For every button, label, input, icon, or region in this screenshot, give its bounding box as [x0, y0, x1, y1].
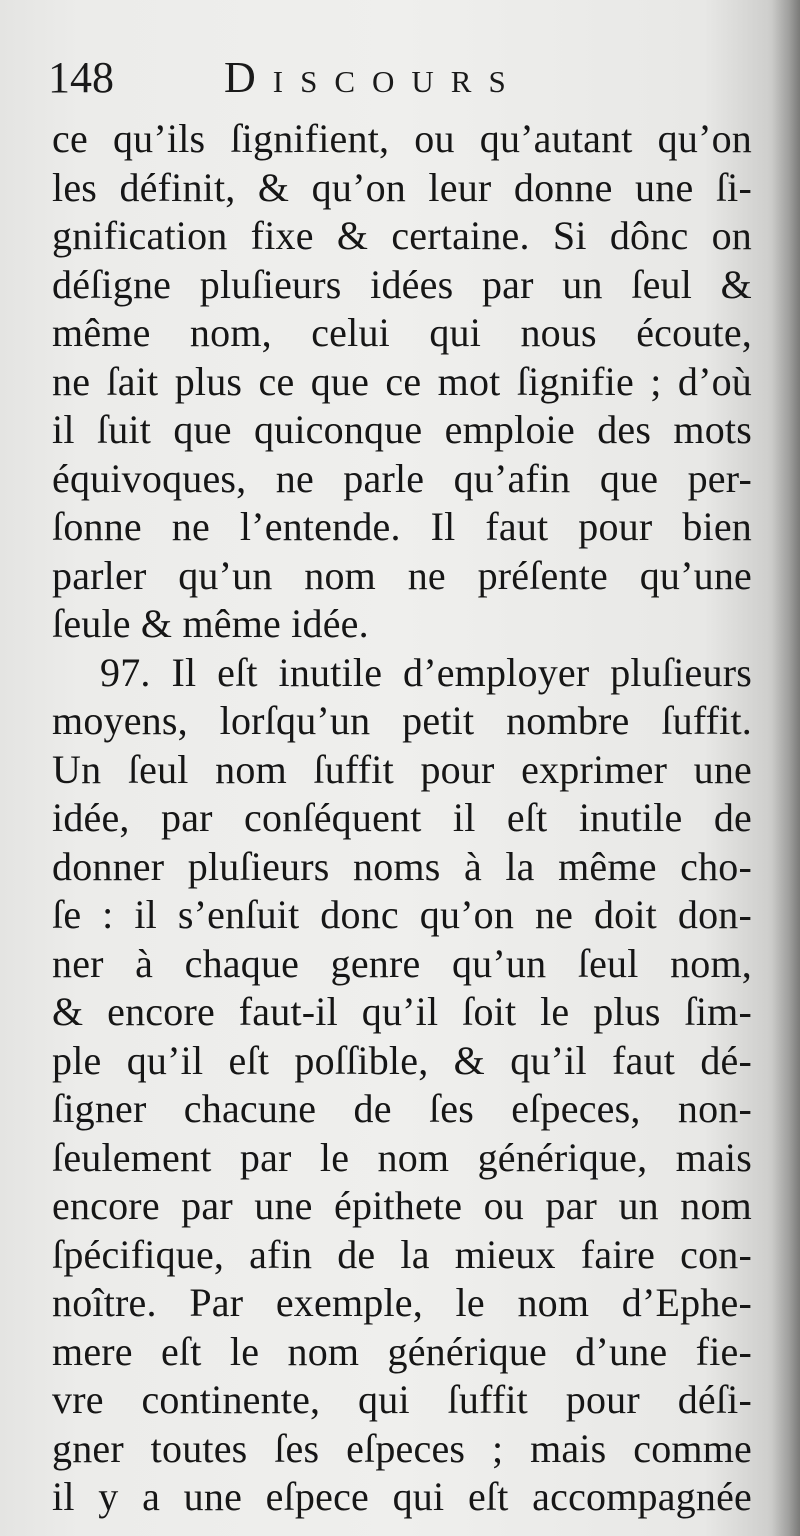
text-line: idée, par conſéquent il eſt inutile de: [52, 795, 752, 840]
text-line: ple qu’il eſt poſſible, & qu’il faut dé-: [52, 1037, 752, 1083]
text-line: vre continente, qui ſuffit pour déſi-: [52, 1377, 752, 1422]
text-line: les définit, & qu’on leur donne une ſi-: [52, 164, 752, 210]
text-line: moyens, lorſqu’un petit nombre ſuffit.: [52, 698, 752, 743]
text-line: ner à chaque genre qu’un ſeul nom,: [52, 940, 752, 986]
text-line: gnification fixe & certaine. Si dônc on: [52, 213, 752, 258]
paragraph-start-line: 97. Il eſt inutile d’employer pluſieurs: [100, 649, 752, 695]
text-line: ſeulement par le nom générique, mais: [52, 1134, 752, 1180]
paragraph-end-line: ſeule & même idée.: [52, 601, 369, 646]
text-line: noître. Par exemple, le nom d’Ephe-: [52, 1280, 752, 1325]
text-line: ſigner chacune de ſes eſpeces, non-: [52, 1086, 752, 1131]
text-line: donner pluſieurs noms à la même cho-: [52, 843, 752, 889]
page-gutter-shadow: [772, 0, 800, 1536]
text-line: même nom, celui qui nous écoute,: [52, 310, 752, 355]
text-line: ce qu’ils ſignifient, ou qu’autant qu’on: [52, 116, 752, 161]
text-line: il y a une eſpece qui eſt accompagnée: [52, 1474, 752, 1519]
page-number: 148: [48, 53, 114, 102]
text-line: & encore faut-il qu’il ſoit le plus ſim-: [52, 989, 752, 1034]
page-header: [48, 52, 748, 116]
text-line: ſe : il s’enſuit donc qu’on ne doit don-: [52, 892, 752, 937]
text-line: déſigne pluſieurs idées par un ſeul &: [52, 261, 752, 307]
text-line: ne ſait plus ce que ce mot ſignifie ; d’où: [52, 358, 752, 404]
body-text: [52, 115, 752, 1522]
text-line: mere eſt le nom générique d’une fie-: [52, 1328, 752, 1374]
text-line: gner toutes ſes eſpeces ; mais comme: [52, 1425, 752, 1471]
text-line: Un ſeul nom ſuffit pour exprimer une: [52, 746, 752, 792]
text-line: ſonne ne l’entende. Il faut pour bien: [52, 504, 752, 549]
text-line: parler qu’un nom ne préſente qu’une: [52, 552, 752, 598]
text-line: équivoques, ne parle qu’afin que per-: [52, 455, 752, 501]
text-line: ſpécifique, afin de la mieux faire con-: [52, 1231, 752, 1277]
text-line: il ſuit que quiconque emploie des mots: [52, 407, 752, 452]
text-line: encore par une épithete ou par un nom: [52, 1183, 752, 1228]
running-head: Discours: [224, 53, 523, 102]
